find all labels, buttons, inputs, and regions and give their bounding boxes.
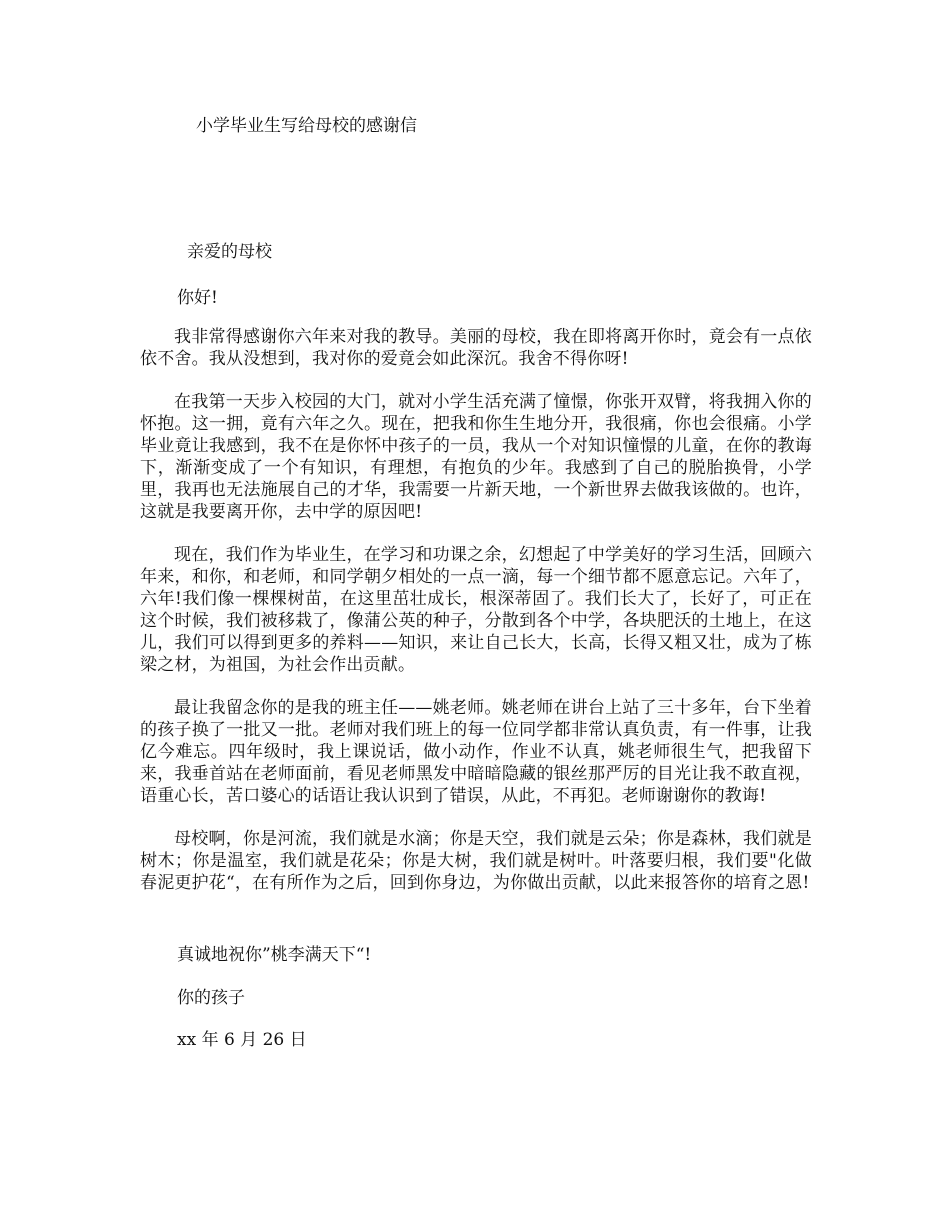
body-paragraph: 最让我留念你的是我的班主任——姚老师。姚老师在讲台上站了三十多年，台下坐着的孩子换了一批又一批。老师对我们班上的每一位同学都非常认真负责，有一件事，让我亿今难忘。四年级时，我上课说话，做小动作，作业不认真，姚老师很生气，把我留下来，我垂首站在老师面前，看见老师黑发中暗暗隐藏的银丝那严厉的目光让我不敢直视，语重心长，苦口婆心的话语让我认识到了错误，从此，不再犯。老师谢谢你的教诲! [140, 698, 812, 806]
closing-wish: 真诚地祝你”桃李满天下“! [177, 945, 372, 965]
body-paragraph: 母校啊，你是河流，我们就是水滴；你是天空，我们就是云朵；你是森林，我们就是树木；你是温室，我们就是花朵；你是大树，我们就是树叶。叶落要归根，我们要"化做春泥更护花“，在有所作为之后，回到你身边，为你做出贡献，以此来报答你的培育之恩! [140, 829, 812, 893]
signature: 你的孩子 [177, 988, 245, 1008]
body-paragraph: 在我第一天步入校园的大门，就对小学生活充满了憧憬，你张开双臂，将我拥入你的怀抱。这一拥，竟有六年之久。现在，把我和你生生地分开，我很痛，你也会很痛。小学毕业竟让我感到，我不在是你怀中孩子的一员，我从一个对知识憧憬的儿童，在你的教诲下，渐渐变成了一个有知识，有理想，有抱负的少年。我感到了自己的脱胎换骨，小学里，我再也无法施展自己的才华，我需要一片新天地，一个新世界去做我该做的。也许，这就是我要离开你，去中学的原因吧! [140, 392, 812, 522]
letter-date: xx 年 6 月 26 日 [177, 1030, 307, 1050]
salutation: 亲爱的母校 [187, 242, 272, 262]
letter-body [140, 326, 812, 915]
body-paragraph: 现在，我们作为毕业生，在学习和功课之余，幻想起了中学美好的学习生活，回顾六年来，和你，和老师，和同学朝夕相处的一点一滴，每一个细节都不愿意忘记。六年了，六年!我们像一棵棵树苗，在这里茁壮成长，根深蒂固了。我们长大了，长好了，可正在这个时候，我们被移栽了，像蒲公英的种子，分散到各个中学，各块肥沃的土地上，在这儿，我们可以得到更多的养料——知识，来让自己长大，长高，长得又粗又壮，成为了栋梁之材，为祖国，为社会作出贡献。 [140, 545, 812, 675]
body-paragraph: 我非常得感谢你六年来对我的教导。美丽的母校，我在即将离开你时，竟会有一点依依不舍。我从没想到，我对你的爱竟会如此深沉。我舍不得你呀! [140, 327, 812, 369]
greeting: 你好! [177, 288, 218, 308]
letter-title: 小学毕业生写给母校的感谢信 [196, 116, 417, 136]
